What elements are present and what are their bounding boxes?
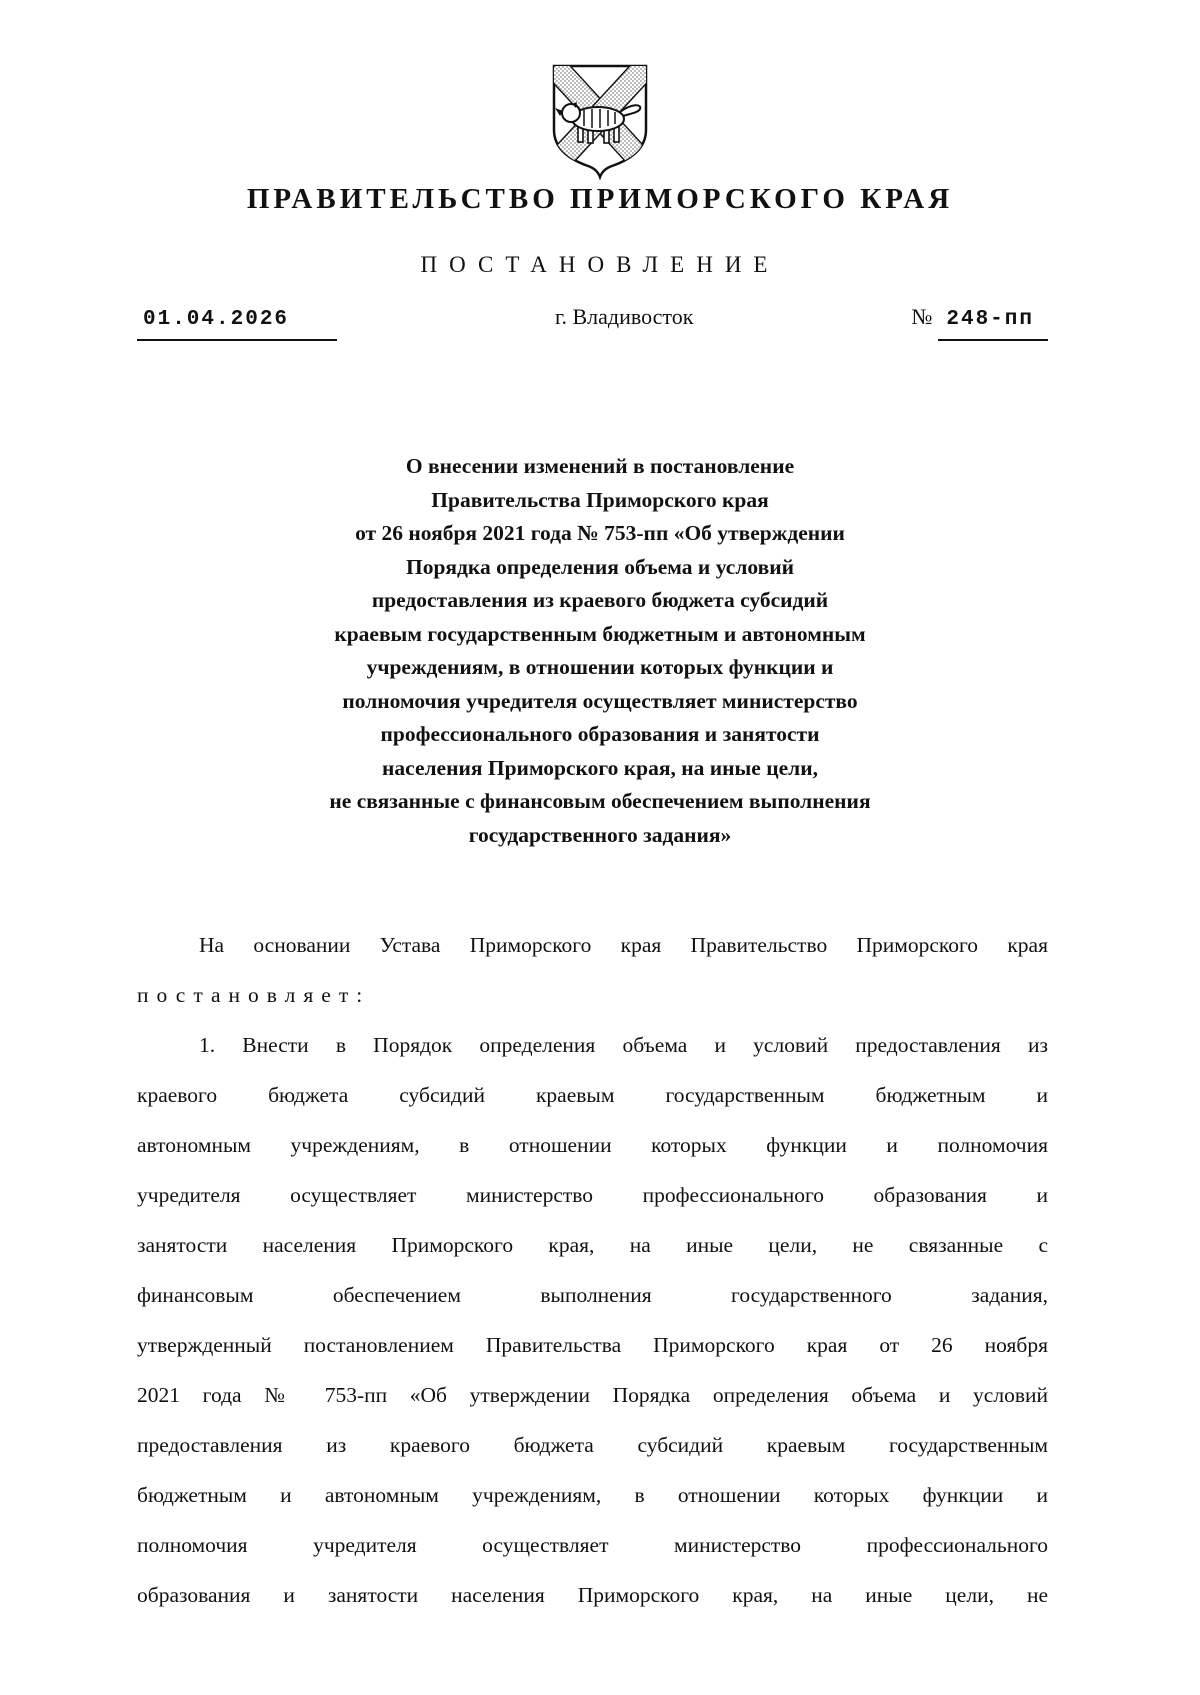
doc-type-heading: ПОСТАНОВЛЕНИЕ bbox=[420, 252, 780, 277]
text-line: предоставления из краевого бюджета субсидий краевым государственным bbox=[137, 1433, 1048, 1457]
text-line: государственного задания» bbox=[468, 822, 732, 847]
text-line: учредителя осуществляет министерство профессионального образования и bbox=[137, 1183, 1048, 1207]
intro-line: На основании Устава Приморского края Правительство Приморского края bbox=[199, 933, 1048, 957]
text-line: населения Приморского края, на иные цели, bbox=[382, 755, 818, 780]
text-line: образования и занятости населения Приморского края, на иные цели, не bbox=[137, 1583, 1048, 1607]
text-line: не связанные с финансовым обеспечением выполнения bbox=[329, 789, 871, 813]
resolve-word: постановляет: bbox=[137, 983, 371, 1007]
meta-row bbox=[137, 304, 1048, 341]
text-line: автономным учреждениям, в отношении которых функции и полномочия bbox=[137, 1133, 1048, 1157]
doc-number bbox=[911, 304, 1048, 331]
text-line: профессионального образования и занятости bbox=[380, 722, 820, 746]
text-line: утвержденный постановлением Правительства Приморского края от 26 ноября bbox=[137, 1333, 1048, 1357]
doc-place: г. Владивосток bbox=[554, 304, 694, 329]
item-1-paragraph bbox=[137, 1020, 1048, 1620]
text-line: предоставления из краевого бюджета субсидий bbox=[371, 588, 829, 612]
text-line: 1. Внести в Порядок определения объема и условий предоставления из bbox=[199, 1033, 1048, 1057]
text-line: бюджетным и автономным учреждениям, в отношении которых функции и bbox=[137, 1483, 1048, 1507]
text-line: от 26 ноября 2021 года № 753-пп «Об утверждении bbox=[355, 521, 845, 545]
org-name-heading: ПРАВИТЕЛЬСТВО ПРИМОРСКОГО КРАЯ bbox=[246, 183, 954, 215]
text-line: занятости населения Приморского края, на иные цели, не связанные с bbox=[137, 1233, 1048, 1257]
doc-body bbox=[137, 920, 1048, 1620]
number-sign: № bbox=[911, 304, 933, 329]
text-line: О внесении изменений в постановление bbox=[405, 454, 795, 478]
text-line: Правительства Приморского края bbox=[431, 487, 769, 512]
doc-title bbox=[150, 450, 1050, 852]
text-line: краевым государственным бюджетным и автономным bbox=[334, 621, 866, 646]
doc-number-value: 248-пп bbox=[938, 308, 1048, 341]
text-line: учреждениям, в отношении которых функции и bbox=[366, 655, 834, 679]
text-line: краевого бюджета субсидий краевым государственным бюджетным и bbox=[137, 1083, 1048, 1107]
doc-date: 01.04.2026 bbox=[137, 308, 337, 341]
text-line: полномочия учредителя осуществляет министерство bbox=[342, 688, 858, 713]
text-line: финансовым обеспечением выполнения государственного задания, bbox=[137, 1283, 1048, 1307]
text-line: Порядка определения объема и условий bbox=[405, 554, 794, 579]
text-line: полномочия учредителя осуществляет министерство профессионального bbox=[137, 1533, 1048, 1557]
text-line: 2021 года № 753-пп «Об утверждении Порядка определения объема и условий bbox=[137, 1383, 1048, 1407]
primorsky-krai-coat-of-arms-icon bbox=[550, 62, 650, 180]
